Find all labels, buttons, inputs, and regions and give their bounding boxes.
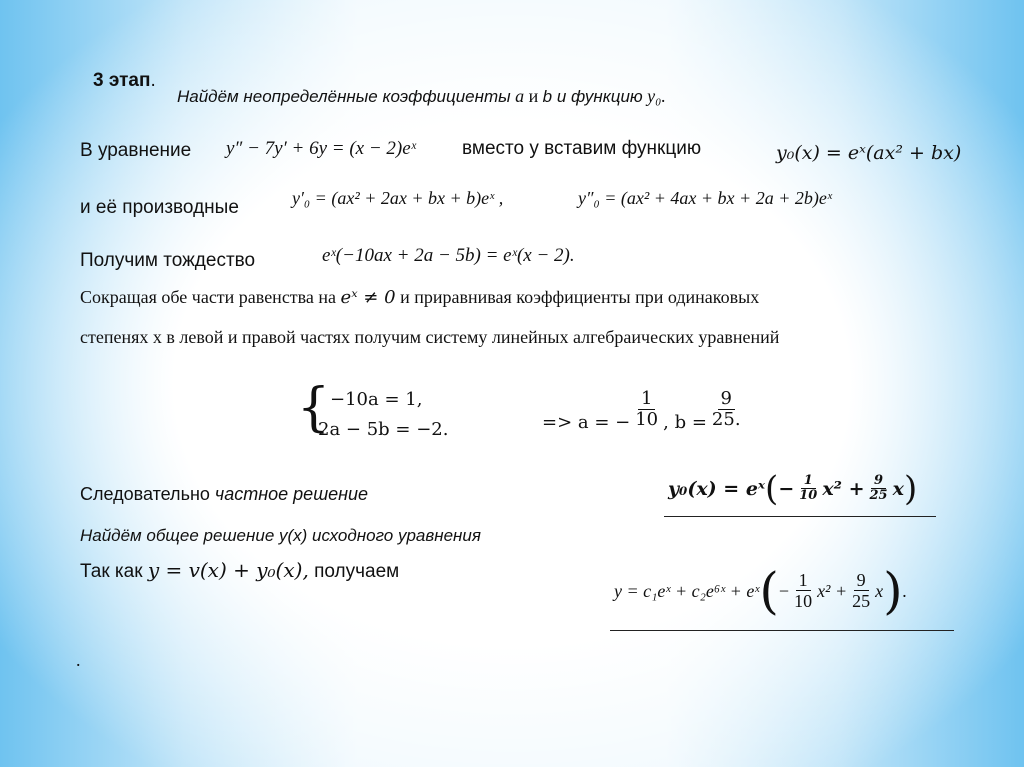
identity-label: Получим тождество (80, 250, 256, 271)
general-underline (610, 630, 954, 631)
substitute-text: вместо y вставим функцию (462, 138, 702, 159)
general-title: Найдём общее решение y(x) исходного уравнения (80, 526, 481, 545)
second-derivative: y″₀ = (ax² + 4ax + bx + 2a + 2b)eˣ (578, 188, 832, 208)
paragraph-line-1: Сокращая обе части равенства на eˣ ≠ 0 и приравнивая коэффициенты при одинаковых (80, 287, 760, 308)
paragraph-line-2: степенях х в левой и правой частях получим систему линейных алгебраических уравнений (80, 327, 780, 347)
ode-equation: y″ − 7y′ + 6y = (x − 2)eˣ (226, 138, 417, 159)
system-brace: { (297, 378, 331, 438)
derivatives-label: и её производные (80, 197, 239, 218)
system-result: => a = − $\frac{1}{10}$ , b = $\frac{9}{25.}$ (542, 388, 741, 433)
identity-equation: eˣ(−10ax + 2a − 5b) = eˣ(x − 2). (322, 245, 575, 266)
stage-subtitle: Найдём неопределённые коэффициенты a и b и функцию y₀. (177, 86, 666, 106)
particular-underline (664, 516, 936, 517)
general-solution: y = c₁eˣ + c₂e⁶ˣ + eˣ ( − $\frac{1}{10}$ x² + $\frac{9}{25}$ x ) . (614, 562, 908, 620)
first-derivative: y′₀ = (ax² + 2ax + bx + b)eˣ , (292, 188, 504, 208)
system-eq-1: −10a = 1, (330, 389, 423, 410)
trial-function: y₀(x) = eˣ(ax² + bx) (776, 142, 962, 164)
stage-title: 3 этап. (93, 70, 156, 91)
particular-solution: y₀(x) = eˣ ( − $\frac{1}{10}$ x² + $\frac{9}{25}$ x ) (668, 469, 918, 509)
footer-dot: . (76, 650, 81, 670)
since-line: Так как y = v(x) + y₀(x), получаем (80, 558, 400, 582)
equation-label: В уравнение (80, 140, 192, 161)
system-eq-2: 2a − 5b = −2. (318, 419, 449, 440)
particular-label: Следовательно частное решение (80, 484, 369, 504)
